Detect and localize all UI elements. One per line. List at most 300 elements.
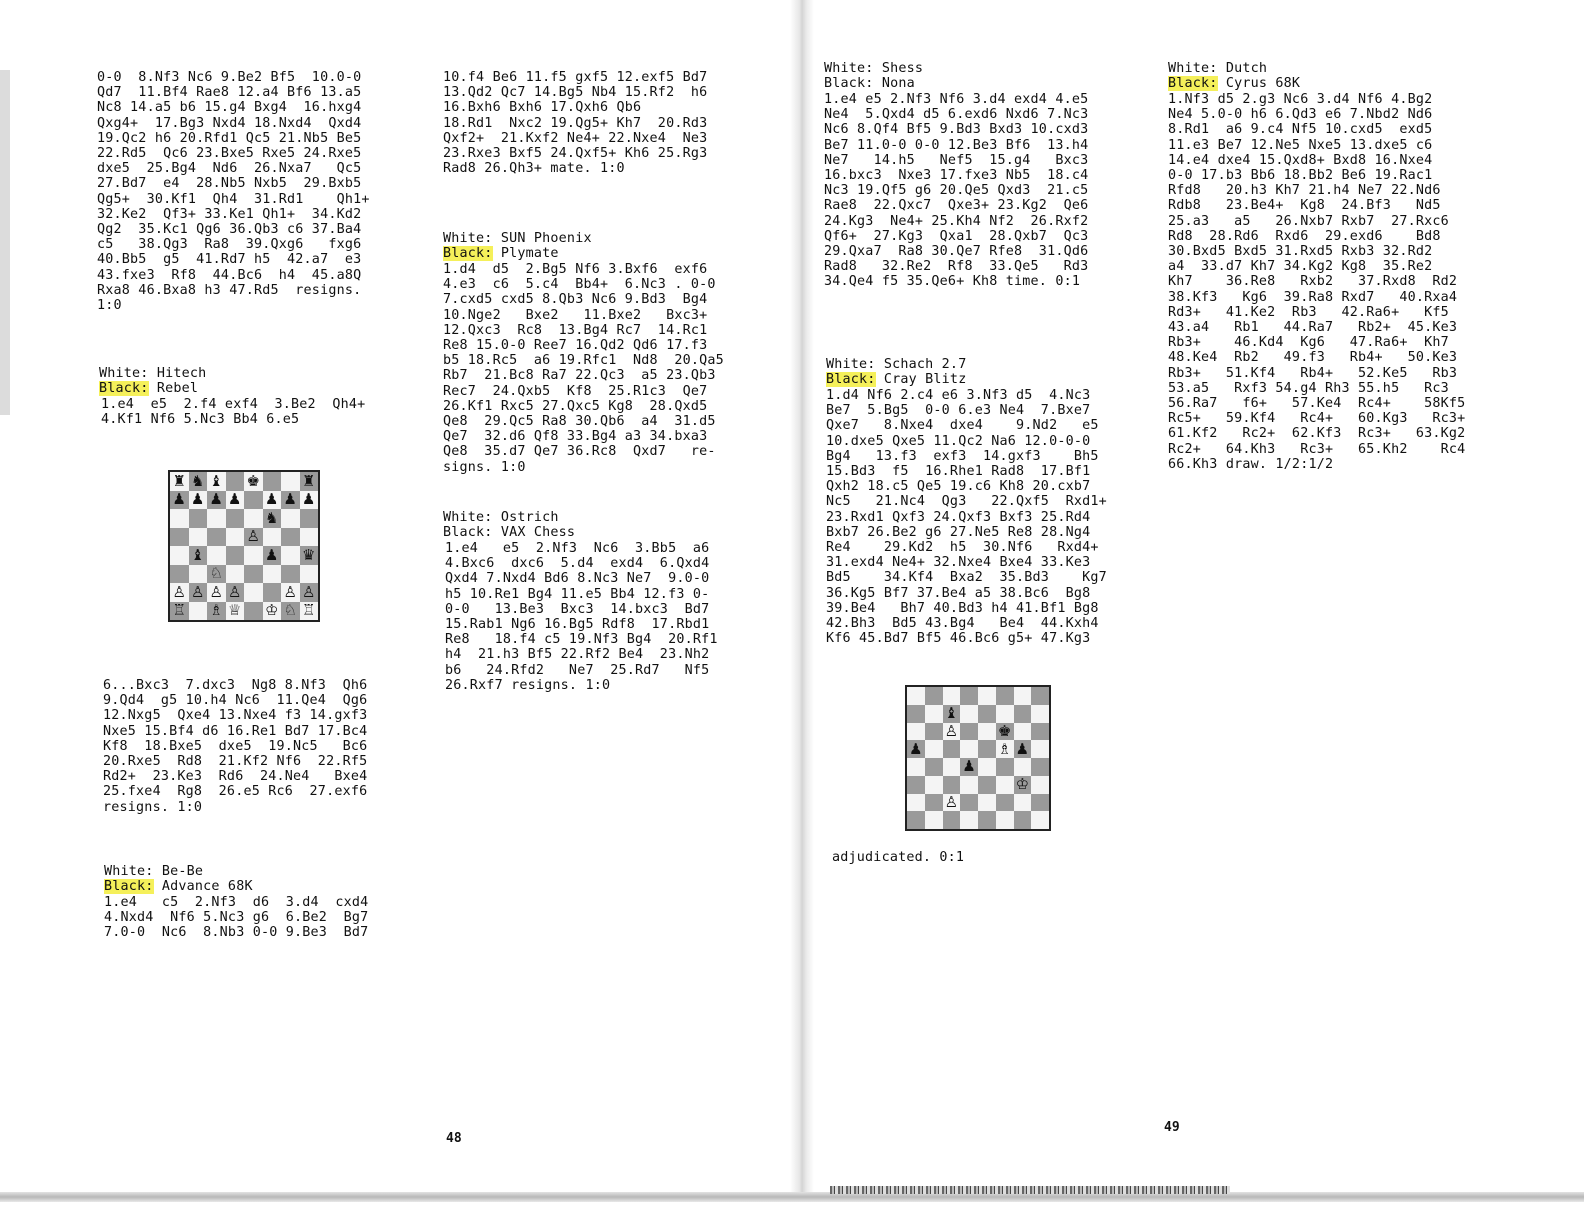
board-square [996,740,1014,758]
move-line: 4.Kf1 Nf6 5.Nc3 Bb4 6.e5 [101,412,300,428]
move-line: 12.Nxg5 Qxe4 13.Nxe4 f3 14.gxf3 [103,708,368,724]
board-square [1014,811,1032,829]
board-square [281,602,300,621]
board-square [263,509,282,528]
board-square [170,509,189,528]
chess-piece-icon: ♕ [228,601,242,620]
board-square [907,740,925,758]
move-line: Nc5 21.Nc4 Qg3 22.Qxf5 Rxd1+ [826,494,1107,510]
move-line: Be7 11.0-0 0-0 12.Be3 Bf6 13.h4 [824,137,1089,153]
board-square [300,546,319,565]
game-2-moves-continued [103,678,367,815]
board-square [189,602,208,621]
move-line: 6...Bxc3 7.dxc3 Ng8 8.Nf3 Qh6 [103,678,368,693]
board-square [943,723,961,741]
chess-piece-icon: ♛ [302,545,316,564]
board-square [907,776,925,794]
chess-piece-icon: ♚ [246,471,260,490]
board-square [281,528,300,547]
move-line: Nxe5 15.Bf4 d6 16.Re1 Bd7 17.Bc4 [103,723,368,739]
board-square [996,776,1014,794]
game-1-moves-continued [97,70,370,313]
move-line: 30.Bxd5 Bxd5 31.Rxd5 Rxb3 32.Rd2 [1168,244,1433,260]
board-square [925,794,943,812]
board-square [244,491,263,510]
move-line: 8.Rd1 a6 9.c4 Nf5 10.cxd5 exd5 [1168,122,1433,138]
move-line: 1.e4 e5 2.Nf3 Nf6 3.d4 exd4 4.e5 [824,92,1089,107]
move-line: 0-0 17.b3 Bb6 18.Bb2 Be6 19.Rac1 [1168,168,1433,184]
move-line: 1.d4 Nf6 2.c4 e6 3.Nf3 d5 4.Nc3 [826,388,1091,403]
board-square [960,794,978,812]
move-line: 12.Qxc3 Rc8 13.Bg4 Rc7 14.Rc1 [443,322,708,338]
chess-piece-icon: ♙ [191,582,205,601]
move-line: 4.Nxd4 Nf6 5.Nc3 g6 6.Be2 Bg7 [104,910,369,926]
chess-diagram-2 [905,685,1051,831]
board-square [925,758,943,776]
black-label-highlight: Black: [104,879,154,895]
board-square [1031,687,1049,705]
move-line: 43.fxe3 Rf8 44.Bc6 h4 45.a8Q [97,267,362,283]
game-2-black: Rebel [148,381,199,397]
board-square [978,811,996,829]
move-line: Ne4 5.Qxd4 d5 6.exd6 Nxd6 7.Nc3 [824,107,1089,123]
game-7-result: adjudicated. 0:1 [832,850,965,865]
board-square [960,705,978,723]
move-line: 7.0-0 Nc6 8.Nb3 0-0 9.Be3 Bd7 [104,925,369,941]
board-square [281,509,300,528]
game-7-black: Cray Blitz [875,372,967,388]
board-square [281,565,300,584]
board-square [263,491,282,510]
board-square [925,705,943,723]
board-square [925,811,943,829]
board-square [244,583,263,602]
move-line: b6 24.Rfd2 Ne7 25.Rd7 Nf5 [445,662,710,678]
move-line: Qxf2+ 21.Kxf2 Ne4+ 22.Nxe4 Ne3 [443,130,708,146]
game-8-black: Cyrus 68K [1217,76,1301,92]
move-line: 42.Bh3 Bd5 43.Bg4 Be4 44.Kxh4 [826,616,1099,632]
move-line: dxe5 25.Bg4 Nd6 26.Nxa7 Qc5 [97,161,362,177]
board-square [170,602,189,621]
book-gutter [790,0,814,1196]
board-square [189,472,208,491]
board-square [207,472,226,491]
game-2-white: White: Hitech [99,366,207,381]
move-line: Kf8 18.Bxe5 dxe5 19.Nc5 Bc6 [103,738,368,754]
chess-diagram-1 [168,470,320,622]
move-line: Qe7 32.d6 Qf8 33.Bg4 a3 34.bxa3 [443,429,708,445]
game-7-moves [826,388,1107,646]
move-line: Bg4 13.f3 exf3 14.gxf3 Bh5 [826,448,1099,464]
board-square [244,602,263,621]
move-line: 1:0 [97,298,122,314]
game-3-moves [104,895,368,941]
board-square [281,491,300,510]
board-square [189,528,208,547]
chess-piece-icon: ♜ [172,471,186,490]
game-3-header [104,864,253,894]
game-5-header [443,510,575,540]
move-line: 4.Bxc6 dxc6 5.d4 exd4 6.Qxd4 [445,556,710,572]
board-square [263,583,282,602]
board-square [978,740,996,758]
move-line: Rdb8 23.Be4+ Kg8 24.Bf3 Nd5 [1168,198,1441,214]
board-square [978,794,996,812]
chess-piece-icon: ♙ [228,582,242,601]
chess-piece-icon: ♟ [265,490,279,509]
board-square [996,723,1014,741]
move-line: 15.Bd3 f5 16.Rhe1 Rad8 17.Bf1 [826,464,1091,480]
move-line: Re8 18.f4 c5 19.Nf3 Bg4 20.Rf1 [445,632,718,648]
board-square [281,546,300,565]
board-square [189,583,208,602]
move-line: 26.Kf1 Rxc5 27.Qxc5 Kg8 28.Qxd5 [443,398,708,414]
board-square [207,565,226,584]
game-4-header [443,231,592,261]
board-square [907,794,925,812]
move-line: 36.Kg5 Bf7 37.Be4 a5 38.Bc6 Bg8 [826,585,1091,601]
game-6-header [824,61,923,91]
move-line: Qxh2 18.c5 Qe5 19.c6 Kh8 20.cxb7 [826,479,1091,495]
move-line: 18.Rd1 Nxc2 19.Qg5+ Kh7 20.Rd3 [443,115,708,131]
move-line: 48.Ke4 Rb2 49.f3 Rb4+ 50.Ke3 [1168,350,1458,366]
move-line: Nc6 8.Qf4 Bf5 9.Bd3 Bxd3 10.cxd3 [824,122,1089,138]
board-square [925,776,943,794]
board-square [170,472,189,491]
move-line: 38.Kf3 Kg6 39.Ra8 Rxd7 40.Rxa4 [1168,289,1458,305]
chess-piece-icon: ♙ [209,582,223,601]
game-8-header [1168,61,1300,91]
move-line: 43.a4 Rb1 44.Ra7 Rb2+ 45.Ke3 [1168,320,1458,336]
board-square [943,705,961,723]
move-line: Rad8 26.Qh3+ mate. 1:0 [443,161,625,177]
chess-piece-icon: ♞ [265,508,279,527]
board-square [244,509,263,528]
board-square [943,811,961,829]
chess-piece-icon: ♙ [302,582,316,601]
move-line: 25.fxe4 Rg8 26.e5 Rc6 27.exf6 [103,784,368,800]
board-square [996,705,1014,723]
move-line: Rc2+ 64.Kh3 Rc3+ 65.Kh2 Rc4 [1168,441,1466,457]
move-line: c5 38.Qg3 Ra8 39.Qxg6 fxg6 [97,237,362,253]
game-7-white: White: Schach 2.7 [826,357,967,372]
board-square [189,491,208,510]
chess-piece-icon: ♟ [283,490,297,509]
board-square [300,528,319,547]
board-square [263,602,282,621]
page-bottom-edge [0,1192,1584,1202]
move-line: resigns. 1:0 [103,799,203,815]
board-square [263,528,282,547]
move-line: 10.dxe5 Qxe5 11.Qc2 Na6 12.0-0-0 [826,433,1091,449]
board-square [170,565,189,584]
scan-edge [0,70,10,415]
move-line: 10.Nge2 Bxe2 11.Bxe2 Bxc3+ [443,307,708,323]
chess-piece-icon: ♙ [944,792,959,811]
chess-piece-icon: ♟ [302,490,316,509]
board-square [925,740,943,758]
board-square [263,472,282,491]
move-line: Rb3+ 51.Kf4 Rb4+ 52.Ke5 Rb3 [1168,365,1458,381]
move-line: Kh7 36.Re8 Rxb2 37.Rxd8 Rd2 [1168,274,1458,290]
move-line: Nc3 19.Qf5 g6 20.Qe5 Qxd3 21.c5 [824,183,1089,199]
board-square [226,509,245,528]
move-line: Rd8 28.Rd6 Rxd6 29.exd6 Bd8 [1168,228,1441,244]
board-square [978,723,996,741]
black-label-highlight: Black: [99,381,149,397]
board-square [281,472,300,491]
board-square [189,565,208,584]
move-line: Qe8 29.Qc5 Ra8 30.Qb6 a4 31.d5 [443,414,716,430]
board-square [300,491,319,510]
chess-piece-icon: ♘ [209,564,223,583]
move-line: Bxb7 26.Be2 g6 27.Ne5 Re8 28.Ng4 [826,524,1091,540]
board-square [1031,776,1049,794]
move-line: 23.Rxd1 Qxf3 24.Qxf3 Bxf3 25.Rd4 [826,509,1091,525]
board-square [943,687,961,705]
game-6-white: White: Shess [824,61,924,76]
move-line: Rad8 32.Re2 Rf8 33.Qe5 Rd3 [824,259,1089,275]
board-square [907,811,925,829]
board-square [207,602,226,621]
move-line: 1.e4 e5 2.Nf3 Nc6 3.Bb5 a6 [445,541,710,556]
board-square [1014,705,1032,723]
game-3-moves-continued [443,70,707,176]
board-square [907,758,925,776]
board-square [207,546,226,565]
chess-piece-icon: ♖ [302,601,316,620]
chess-piece-icon: ♘ [283,601,297,620]
board-square [281,583,300,602]
scan-artifact [830,1186,1230,1194]
board-square [300,583,319,602]
board-square [996,687,1014,705]
black-label-highlight: Black: [443,246,493,262]
move-line: 31.exd4 Ne4+ 32.Nxe4 Bxe4 33.Ke3 [826,555,1091,571]
board-square [943,794,961,812]
chess-piece-icon: ♙ [246,527,260,546]
move-line: Rc5+ 59.Kf4 Rc4+ 60.Kg3 Rc3+ [1168,411,1466,427]
board-square [960,811,978,829]
move-line: 9.Qd4 g5 10.h4 Nc6 11.Qe4 Qg6 [103,693,368,709]
game-8-moves [1168,92,1465,472]
board-square [244,565,263,584]
move-line: Rd2+ 23.Ke3 Rd6 24.Ne4 Bxe4 [103,769,368,785]
chess-piece-icon: ♟ [172,490,186,509]
move-line: 61.Kf2 Rc2+ 62.Kf3 Rc3+ 63.Kg2 [1168,426,1466,442]
move-line: Rb3+ 46.Kd4 Kg6 47.Ra6+ Kh7 [1168,335,1449,351]
move-line: Rec7 24.Qxb5 Kf8 25.R1c3 Qe7 [443,383,708,399]
chess-piece-icon: ♔ [1015,775,1030,794]
board-square [1031,811,1049,829]
move-line: signs. 1:0 [443,459,526,475]
board-square [189,509,208,528]
move-line: Rb7 21.Bc8 Ra7 22.Qc3 a5 23.Qb3 [443,368,716,384]
board-square [943,740,961,758]
board-square [907,687,925,705]
move-line: Re4 29.Kd2 h5 30.Nf6 Rxd4+ [826,540,1099,556]
game-3-white: White: Be-Be [104,864,204,879]
board-square [1031,758,1049,776]
board-square [1014,687,1032,705]
chess-piece-icon: ♙ [172,582,186,601]
chess-piece-icon: ♟ [209,490,223,509]
board-square [943,758,961,776]
move-line: Qxg4+ 17.Bg3 Nxd4 18.Nxd4 Qxd4 [97,115,362,131]
board-square [189,546,208,565]
move-line: a4 33.d7 Kh7 34.Kg2 Kg8 35.Re2 [1168,259,1433,275]
black-label-highlight: Black: [1168,76,1218,92]
game-2-moves [101,397,365,427]
board-square [244,472,263,491]
move-line: Qg2 35.Kc1 Qg6 36.Qb3 c6 37.Ba4 [97,222,362,238]
board-square [943,776,961,794]
chess-piece-icon: ♚ [997,721,1012,740]
board-square [226,565,245,584]
board-square [226,546,245,565]
game-3-black: Advance 68K [153,879,253,895]
move-line: 53.a5 Rxf3 54.g4 Rh3 55.h5 Rc3 [1168,380,1449,396]
board-square [1031,705,1049,723]
move-line: Qd7 11.Bf4 Rae8 12.a4 Bf6 13.a5 [97,85,362,101]
board-square [978,776,996,794]
move-line: 0-0 13.Be3 Bxc3 14.bxc3 Bd7 [445,601,710,617]
move-line: Qxd4 7.Nxd4 Bd6 8.Nc3 Ne7 9.0-0 [445,571,710,587]
chess-piece-icon: ♟ [228,490,242,509]
board-square [170,546,189,565]
game-4-black: Plymate [492,246,559,262]
board-square [978,758,996,776]
board-square [978,705,996,723]
move-line: 22.Rd5 Qc6 23.Bxe5 Rxe5 24.Rxe5 [97,146,362,162]
move-line: 16.Bxh6 Bxh6 17.Qxh6 Qb6 [443,100,642,116]
chess-piece-icon: ♟ [909,739,923,758]
game-8-white: White: Dutch [1168,61,1268,76]
chess-piece-icon: ♞ [191,471,205,490]
move-line: 10.f4 Be6 11.f5 gxf5 12.exf5 Bd7 [443,70,708,85]
board-square [244,546,263,565]
chess-piece-icon: ♝ [191,545,205,564]
game-5-white: White: Ostrich [443,510,559,525]
move-line: h5 10.Re1 Bg4 11.e5 Bb4 12.f3 0- [445,586,710,602]
board-square [244,528,263,547]
game-4-white: White: SUN Phoenix [443,231,592,246]
board-square [300,509,319,528]
move-line: Bd5 34.Kf4 Bxa2 35.Bd3 Kg7 [826,570,1107,586]
move-line: 23.Rxe3 Bxf5 24.Qxf5+ Kh6 25.Rg3 [443,146,708,162]
game-5-black: Black: VAX Chess [443,525,576,541]
board-square [1031,740,1049,758]
move-line: Ne7 14.h5 Nef5 15.g4 Bxc3 [824,152,1089,168]
board-square [1014,740,1032,758]
board-square [907,723,925,741]
board-square [300,472,319,491]
chess-piece-icon: ♟ [265,545,279,564]
board-square [207,528,226,547]
move-line: Ne4 5.0-0 h6 6.Qd3 e6 7.Nbd2 Nd6 [1168,107,1433,123]
board-square [1031,723,1049,741]
board-square [226,602,245,621]
move-line: 24.Kg3 Ne4+ 25.Kh4 Nf2 26.Rxf2 [824,213,1089,229]
board-square [996,794,1014,812]
game-4-moves [443,262,724,475]
move-line: b5 18.Rc5 a6 19.Rfc1 Nd8 20.Qa5 [443,353,724,369]
board-square [1031,794,1049,812]
board-square [996,758,1014,776]
move-line: 14.e4 dxe4 15.Qxd8+ Bxd8 16.Nxe4 [1168,152,1433,168]
board-square [170,491,189,510]
move-line: Qe8 35.d7 Qe7 36.Rc8 Qxd7 re- [443,444,716,460]
move-line: 13.Qd2 Qc7 14.Bg5 Nb4 15.Rf2 h6 [443,85,708,101]
page-number-right: 49 [1164,1120,1180,1135]
board-square [1014,794,1032,812]
page-number-left: 48 [446,1131,462,1146]
board-square [300,602,319,621]
board-square [907,705,925,723]
move-line: Kf6 45.Bd7 Bf5 46.Bc6 g5+ 47.Kg3 [826,631,1091,647]
move-line: 27.Bd7 e4 28.Nb5 Nxb5 29.Bxb5 [97,176,362,192]
board-square [960,723,978,741]
board-square [1014,758,1032,776]
move-line: 20.Rxe5 Rd8 21.Kf2 Nf6 22.Rf5 [103,754,368,770]
board-square [207,583,226,602]
move-line: Qxe7 8.Nxe4 dxe4 9.Nd2 e5 [826,418,1099,434]
move-line: 34.Qe4 f5 35.Qe6+ Kh8 time. 0:1 [824,274,1081,290]
move-line: 29.Qxa7 Ra8 30.Qe7 Rfe8 31.Qd6 [824,244,1089,260]
board-square [960,776,978,794]
game-6-black: Black: Nona [824,76,915,92]
move-line: 66.Kh3 draw. 1/2:1/2 [1168,456,1334,472]
move-line: 7.cxd5 cxd5 8.Qb3 Nc6 9.Bd3 Bg4 [443,292,708,308]
move-line: 1.d4 d5 2.Bg5 Nf6 3.Bxf6 exf6 [443,262,708,277]
chess-piece-icon: ♔ [265,601,279,620]
move-line: 56.Ra7 f6+ 57.Ke4 Rc4+ 58Kf5 [1168,396,1466,412]
chess-piece-icon: ♙ [944,721,959,740]
move-line: Rae8 22.Qxc7 Qxe3+ 23.Kg2 Qe6 [824,198,1089,214]
chess-piece-icon: ♖ [172,601,186,620]
chess-piece-icon: ♟ [191,490,205,509]
move-line: Re8 15.0-0 Ree7 16.Qd2 Qd6 17.f3 [443,338,708,354]
board-square [207,509,226,528]
move-line: 19.Qc2 h6 20.Rfd1 Qc5 21.Nb5 Be5 [97,130,362,146]
move-line: 1.e4 c5 2.Nf3 d6 3.d4 cxd4 [104,895,369,910]
board-square [960,740,978,758]
move-line: 40.Bb5 g5 41.Rd7 h5 42.a7 e3 [97,252,362,268]
move-line: 16.bxc3 Nxe3 17.fxe3 Nb5 18.c4 [824,168,1089,184]
board-square [170,528,189,547]
board-square [263,565,282,584]
move-line: Qg5+ 30.Kf1 Qh4 31.Rd1 Qh1+ [97,191,370,207]
chess-piece-icon: ♙ [283,582,297,601]
board-square [960,687,978,705]
board-square [925,723,943,741]
move-line: 0-0 8.Nf3 Nc6 9.Be2 Bf5 10.0-0 [97,70,362,85]
chess-piece-icon: ♜ [302,471,316,490]
move-line: 11.e3 Be7 12.Ne5 Nxe5 13.dxe5 c6 [1168,137,1433,153]
board-square [978,687,996,705]
chess-piece-icon: ♝ [944,704,959,723]
board-square [925,687,943,705]
move-line: 25.a3 a5 26.Nxb7 Rxb7 27.Rxc6 [1168,213,1449,229]
board-square [960,758,978,776]
move-line: h4 21.h3 Bf5 22.Rf2 Be4 23.Nh2 [445,647,710,663]
board-square [263,546,282,565]
board-square [996,811,1014,829]
chess-piece-icon: ♟ [1015,739,1030,758]
game-7-header [826,357,966,387]
black-label-highlight: Black: [826,372,876,388]
move-line: 15.Rab1 Ng6 16.Bg5 Rdf8 17.Rbd1 [445,617,710,633]
